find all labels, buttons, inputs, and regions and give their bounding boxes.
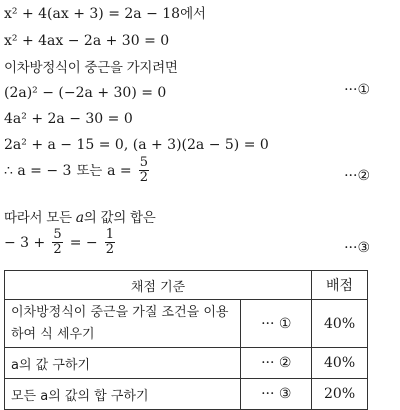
sum-intro-post: 의 값의 합은 bbox=[83, 210, 156, 226]
fraction bbox=[139, 156, 149, 185]
equation-line-6 bbox=[4, 134, 269, 153]
equation-text: a = bbox=[107, 163, 132, 179]
criterion-cell: a의 값 구하기 bbox=[5, 348, 241, 379]
therefore-text: ∴ a = − 3 bbox=[4, 163, 72, 179]
table-row bbox=[5, 300, 368, 348]
equation-line-5 bbox=[4, 108, 133, 127]
step-cell: ··· ③ bbox=[241, 379, 312, 410]
equation-text: = − bbox=[69, 235, 98, 251]
score-cell: 20% bbox=[312, 379, 368, 410]
equation-text: 4a² + 2a − 30 = 0 bbox=[4, 111, 133, 127]
equation-text: x² + 4ax − 2a + 30 = 0 bbox=[4, 33, 170, 49]
equation-line-7 bbox=[4, 156, 151, 185]
fraction-numerator: 5 bbox=[53, 227, 62, 242]
step-marker-1: ···① bbox=[344, 82, 370, 98]
step-cell: ··· ② bbox=[241, 348, 312, 379]
header-score: 배점 bbox=[312, 271, 368, 300]
fraction bbox=[105, 228, 115, 257]
equation-line-2 bbox=[4, 30, 169, 49]
grading-table bbox=[4, 270, 368, 410]
table-header-row bbox=[5, 271, 368, 300]
fraction-denominator: 2 bbox=[105, 242, 115, 257]
step-marker-3: ···③ bbox=[344, 240, 370, 256]
sum-intro-pre: 따라서 모든 bbox=[4, 210, 72, 226]
fraction-numerator: 5 bbox=[139, 155, 149, 170]
equation-line-9 bbox=[4, 228, 117, 257]
step-cell: ··· ① bbox=[241, 300, 312, 348]
equation-line-1 bbox=[4, 2, 206, 22]
condition-text: 이차방정식이 중근을 가지려면 bbox=[4, 60, 178, 76]
criterion-cell: 모든 a의 값의 합 구하기 bbox=[5, 379, 241, 410]
sum-intro-line bbox=[4, 206, 155, 226]
equation-text: (2a)² − (−2a + 30) = 0 bbox=[4, 85, 167, 101]
fraction-denominator: 2 bbox=[139, 170, 149, 185]
equation-text: − 3 + bbox=[4, 235, 46, 251]
equation-text: x² + 4(ax + 3) = 2a − 18 bbox=[4, 6, 181, 22]
table-row bbox=[5, 348, 368, 379]
fraction-numerator: 1 bbox=[105, 227, 115, 242]
header-criteria: 채점 기준 bbox=[5, 271, 312, 300]
score-cell: 40% bbox=[312, 348, 368, 379]
equation-suffix: 에서 bbox=[180, 6, 206, 22]
equation-text: 2a² + a − 15 = 0, (a + 3)(2a − 5) = 0 bbox=[4, 137, 269, 153]
step-marker-2: ···② bbox=[344, 168, 370, 184]
fraction-denominator: 2 bbox=[53, 242, 62, 257]
criterion-cell: 이차방정식이 중근을 가질 조건을 이용하여 식 세우기 bbox=[5, 300, 241, 348]
fraction bbox=[52, 228, 62, 257]
score-cell: 40% bbox=[312, 300, 368, 348]
or-text: 또는 bbox=[76, 163, 103, 179]
equation-line-4 bbox=[4, 82, 166, 101]
variable-a: a bbox=[75, 210, 84, 226]
